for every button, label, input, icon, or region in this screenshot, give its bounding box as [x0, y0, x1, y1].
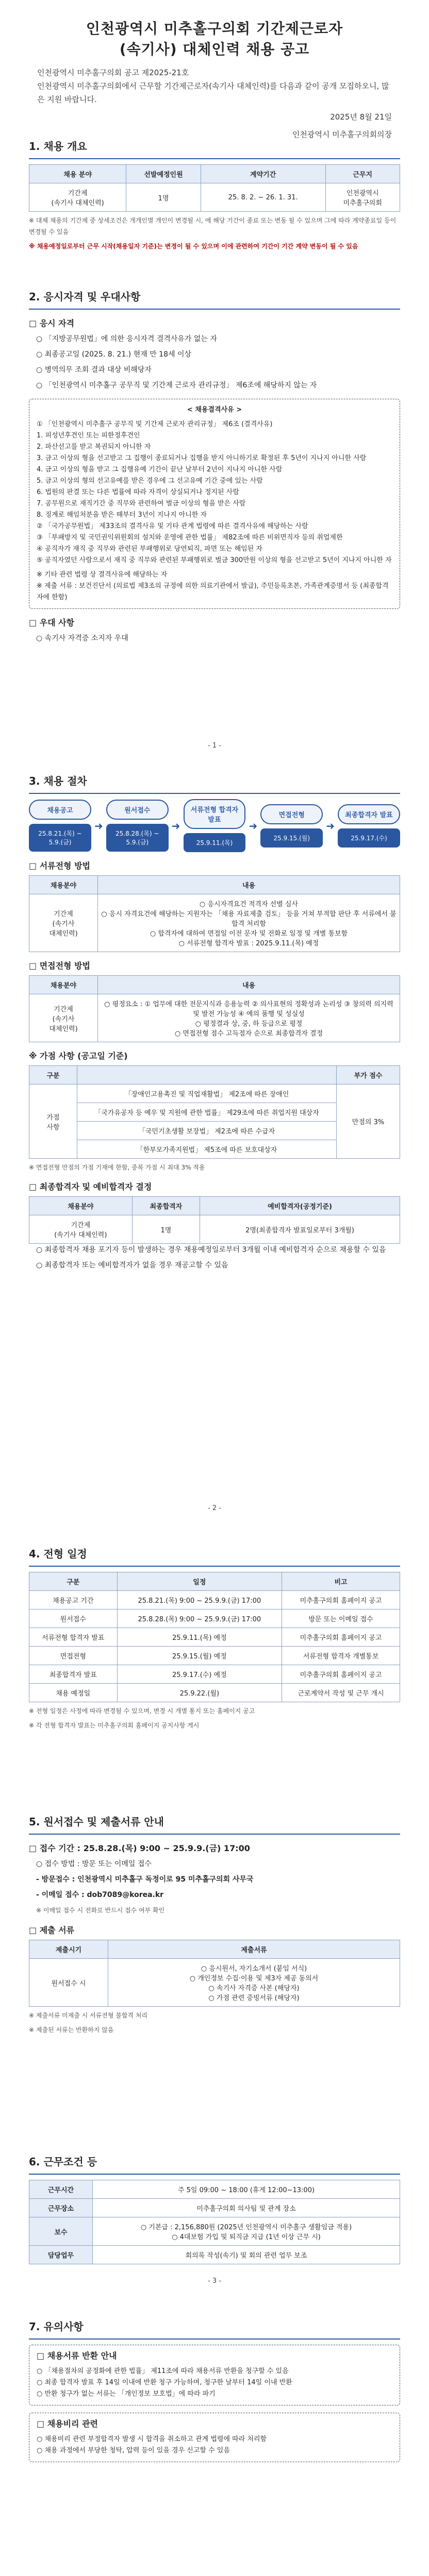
box-title: < 채용결격사유 > — [187, 406, 242, 414]
list-item: 6. 법원의 판결 또는 다른 법률에 따라 자격이 상실되거나 정지된 사람 — [37, 488, 239, 496]
notice-date: 2025년 8월 21일 — [330, 112, 392, 122]
notice-box — [29, 2413, 400, 2462]
list-item: ① 「인천광역시 미추홀구 공무직 및 기간제 근로자 관리규정」 제6조 (결격사유) — [37, 420, 273, 428]
list-item: 5. 금고 이상의 형의 선고유예를 받은 경우에 그 선고유예 기간 중에 있는 사람 — [37, 477, 263, 485]
list-item: ○ 면접전형 점수 고득점자 순으로 최종합격자 결정 — [174, 1030, 323, 1038]
table-row — [29, 1609, 400, 1628]
list-item: ○ 「인천광역시 미추홀구 공무직 및 기간제 근로자 관리규정」 제6조에 해당하지 않는 자 — [36, 381, 317, 389]
section-title: 3. 채용 절차 — [29, 775, 87, 787]
overview-note: ※ 대체 채용의 기간제 중 상세조건은 개개인별 개인이 변경될 시, 에 해당 기간이 종료 또는 변동 될 수 있으며 그에 따라 계약종료일 등이 변경될 수 있음 — [29, 217, 397, 235]
table-cell: 미추홀구의회 홈페이지 공고 — [282, 1591, 400, 1609]
table-cell: 25.9.11.(목) 예정 — [117, 1628, 282, 1647]
arrow-right-icon: ➜ — [326, 819, 335, 832]
table-cell: 기간제 (속기사 대체인력) — [29, 894, 98, 952]
table-cell: 주 5일 09:00 ~ 18:00 (휴게 12:00~13:00) — [93, 2180, 400, 2199]
subheading: □ 면접전형 방법 — [29, 961, 90, 971]
arrow-right-icon: ➜ — [249, 819, 258, 832]
table-cell: 25. 8. 2. ~ 26. 1. 31. — [201, 183, 325, 212]
table-row — [29, 2199, 400, 2217]
table-header: 구분 — [29, 1066, 77, 1084]
list-item: ○ 개인정보 수집·이용 및 제3자 제공 동의서 — [189, 1975, 319, 1982]
step-date: 25.9.15.(월) — [260, 828, 323, 848]
table-cell: 면접전형 — [29, 1647, 118, 1665]
box-note: ※ 제출 서류 : 보건진단서 (의료법 제3조의 규정에 의한 의료기관에서 발급), 주민등록초본, 가족관계증명서 등 (최종합격자에 한함) — [37, 582, 389, 601]
subheading: □ 응시 자격 — [29, 318, 75, 328]
title-line-2: (속기사) 대체인력 채용 공고 — [119, 41, 310, 58]
bonus-table — [29, 1065, 400, 1159]
list-item: ④ 공직자가 재직 중 직무와 관련된 부패행위로 당연퇴직, 파면 또는 해임된 자 — [37, 545, 262, 553]
table-cell: 만점의 3% — [337, 1084, 400, 1159]
table-cell: 25.8.28.(목) 9:00 ~ 25.9.9.(금) 17:00 — [117, 1609, 282, 1628]
table-cell: 25.9.22.(월) — [117, 1684, 282, 1702]
final-table — [29, 1196, 400, 1244]
subheading: □ 제출 서류 — [29, 1925, 75, 1935]
step-label: 서류전형 합격자 발표 — [184, 799, 246, 829]
list-item: 4. 금고 이상의 형을 받고 그 집행유예 기간이 끝난 날부터 2년이 지나지 아니한 사람 — [37, 466, 283, 473]
table-cell: 기간제 (속기사 대체인력) — [29, 183, 126, 212]
header — [0, 0, 429, 141]
table-cell: 가점 사항 — [29, 1084, 77, 1159]
list-item: - 이메일 접수 : dob7089@korea.kr — [36, 1891, 164, 1899]
table-cell: 1명 — [132, 1215, 200, 1244]
table-cell: 「국가유공자 등 예우 및 지원에 관한 법률」 제29조에 따른 취업지원 대상자 — [77, 1103, 337, 1122]
table-cell: 1명 — [126, 183, 201, 212]
list-item: ○ 최종합격자 또는 예비합격자가 없을 경우 재공고할 수 있음 — [36, 1261, 228, 1269]
arrow-right-icon: ➜ — [171, 819, 180, 832]
page-number: - 1 - — [208, 742, 221, 750]
list-item: ○ 평정요소 : ① 업무에 대한 전문지식과 응용능력 ② 의사표현의 정확성과 논리성 ③ 창의력 의지력 및 발전 가능성 ④ 예의 품행 및 성실성 — [104, 1001, 393, 1018]
table-header: 보수 — [29, 2217, 93, 2246]
table-header: 채용분야 — [29, 876, 98, 894]
step-date: 25.9.11.(목) — [184, 833, 246, 852]
table-header: 채용분야 — [29, 976, 98, 994]
table-cell — [108, 1959, 400, 2007]
list-item: ○ 합격자에 대하여 면접일 이전 문자 및 전화로 일정 및 개별 통보함 — [150, 930, 348, 938]
flow-step — [106, 800, 169, 852]
list-item: ○ 응시자격요건 적격자 선별 심사 — [199, 901, 299, 908]
list-item: 2. 파산선고를 받고 복권되지 아니한 자 — [37, 443, 151, 451]
table-row — [29, 1647, 400, 1665]
document-screening-table — [29, 875, 400, 952]
table-header: 선발예정인원 — [126, 165, 201, 183]
table-cell: 원서접수 시 — [29, 1959, 108, 2007]
section-title: 5. 원서접수 및 제출서류 안내 — [29, 1816, 164, 1828]
arrow-right-icon: ➜ — [94, 819, 103, 832]
table-row — [29, 1665, 400, 1684]
page-title — [0, 0, 429, 66]
table-header: 비고 — [282, 1572, 400, 1591]
section-procedure — [29, 773, 400, 1275]
table-header: 일정 — [117, 1572, 282, 1591]
table-header: 부가 점수 — [337, 1066, 400, 1084]
table-cell: 기간제 (속기사 대체인력) — [29, 994, 98, 1042]
flow-step — [29, 800, 91, 852]
bonus-note: ※ 면접전형 만점의 가점 기재에 한함, 중복 가점 시 최대 3% 적용 — [29, 1164, 205, 1171]
step-date: 25.8.21.(목) ~ 5.9.(금) — [29, 824, 91, 852]
list-item: 8. 징계로 해임처분을 받은 때부터 3년이 지나지 아니한 자 — [37, 511, 207, 519]
flow-step — [184, 799, 246, 852]
table-header: 채용 분야 — [29, 165, 126, 183]
table-header: 근무지 — [325, 165, 400, 183]
table-cell: 미추홀구의회 홈페이지 공고 — [282, 1628, 400, 1647]
table-cell: 방문 또는 이메일 접수 — [282, 1609, 400, 1628]
subheading: □ 최종합격자 및 예비합격자 결정 — [29, 1182, 152, 1192]
section-title: 1. 채용 개요 — [29, 140, 87, 152]
list-item: ○ 응시원서, 자기소개서 (붙임 서식) — [201, 1965, 307, 1973]
table-header: 예비합격자(공정기준) — [200, 1197, 400, 1215]
list-item: ○ 병역의무 조회 결과 대상 비해당자 — [36, 366, 152, 374]
table-cell: 기간제 (속기사 대체인력) — [29, 1215, 133, 1244]
section-overview — [29, 138, 400, 255]
table-row — [29, 1628, 400, 1647]
list-item: ※ 이메일 접수 시 전화로 반드시 접수 여부 확인 — [36, 1907, 165, 1914]
step-label: 면접전형 — [260, 804, 323, 824]
submission-table — [29, 1940, 400, 2007]
list-item: ○ 채용비리 관련 부정합격자 발생 시 합격을 취소하고 관계 법령에 따라 처리함 — [37, 2435, 267, 2443]
table-header: 구분 — [29, 1572, 118, 1591]
submission-note: ※ 제출된 서류는 반환하지 않음 — [29, 2026, 114, 2033]
list-item: ② 「국가공무원법」 제33조의 결격사유 및 기타 관계 법령에 따른 결격사유에 해당하는 사람 — [37, 522, 308, 530]
list-item: 3. 금고 이상의 형을 선고받고 그 집행이 종료되거나 집행을 받지 아니하기로 확정된 후 5년이 지나지 아니한 사람 — [37, 454, 367, 462]
list-item: ③ 「부패방지 및 국민권익위원회의 설치와 운영에 관한 법률」 제82조에 따른 비위면직자 등의 취업제한 — [37, 534, 343, 541]
list-item: ○ 최종합격자 채용 포기자 등이 발생하는 경우 채용예정일로부터 3개월 이내 예비합격자 순으로 채용할 수 있음 — [36, 1246, 386, 1254]
notice-box — [29, 2345, 400, 2405]
section-qualification — [29, 289, 400, 648]
table-header: 내용 — [98, 876, 400, 894]
table-row — [29, 1591, 400, 1609]
list-item: ○ 속기사 자격증 소지자 우대 — [36, 634, 128, 642]
table-cell: 근로계약서 작성 및 근무 개시 — [282, 1684, 400, 1702]
page-number: - 2 - — [208, 1504, 221, 1512]
table-header: 제출서류 — [108, 1940, 400, 1959]
list-item: ○ 가점 관련 증빙서류 (해당자) — [208, 1994, 300, 2002]
table-row — [29, 2180, 400, 2199]
list-item: ○ 평정결과 상, 중, 하 등급으로 평정 — [195, 1020, 303, 1028]
table-cell: 채용공고 기간 — [29, 1591, 118, 1609]
page-number: - 3 - — [208, 2277, 221, 2285]
list-item: - 방문접수 : 인천광역시 미추홀구 독정이로 95 미추홀구의회 사무국 — [36, 1875, 254, 1884]
table-header — [77, 1066, 337, 1084]
table-cell: 서류전형 합격자 개별통보 — [282, 1647, 400, 1665]
schedule-note: ※ 각 전형 합격자 발표는 미추홀구의회 홈페이지 공지사항 게시 — [29, 1722, 200, 1729]
list-item: ○ 「채용절차의 공정화에 관한 법률」 제11조에 따라 채용서류 반환을 청구할 수 있음 — [37, 2367, 289, 2375]
list-item: ○ 접수 방법 : 방문 또는 이메일 접수 — [36, 1860, 152, 1868]
subheading: □ 우대 사항 — [29, 618, 75, 628]
box-note: ※ 기타 관련 법령 상 결격사유에 해당하는 자 — [37, 571, 168, 579]
procedure-flow — [29, 799, 400, 852]
intro-text: 인천광역시 미추홀구의회에서 근무할 기간제근로자(속기사 대체인력)를 다음과 같이 공개 모집하오니, 많은 지원 바랍니다. — [37, 81, 389, 104]
list-item: ○ 반환 청구가 없는 서류는 「개인정보 보호법」에 따라 파기 — [37, 2390, 216, 2398]
overview-table — [29, 164, 400, 212]
section-title: 2. 응시자격 및 우대사항 — [29, 291, 141, 303]
list-item: ○ 최종공고일 (2025. 8. 21.) 현재 만 18세 이상 — [36, 350, 192, 359]
box-title: □ 채용비리 관련 — [37, 2419, 98, 2429]
table-header: 채용분야 — [29, 1197, 133, 1215]
table-cell: 25.9.17.(수) 예정 — [117, 1665, 282, 1684]
schedule-note: ※ 전형 일정은 사정에 따라 변경될 수 있으며, 변경 시 개별 통지 또는 홈페이지 공고 — [29, 1707, 255, 1715]
step-date: 25.9.17.(수) — [338, 828, 400, 848]
schedule-table — [29, 1572, 400, 1702]
table-cell: 원서접수 — [29, 1609, 118, 1628]
notice-number: 인천광역시 미추홀구의회 공고 제2025-21호 — [37, 68, 189, 77]
table-cell: 채용 예정일 — [29, 1684, 118, 1702]
list-item: ○ 「지방공무원법」에 의한 응시자격 결격사유가 없는 자 — [36, 335, 217, 343]
notice-org: 인천광역시 미추홀구의회의장 — [292, 130, 392, 139]
list-item: 1. 피성년후견인 또는 피한정후견인 — [37, 432, 140, 439]
table-row — [29, 2217, 400, 2246]
section-schedule — [29, 1546, 400, 1734]
table-cell: 최종합격자 발표 — [29, 1665, 118, 1684]
table-cell: 2명(최종합격자 발표일로부터 3개월) — [200, 1215, 400, 1244]
section-conditions — [29, 2154, 400, 2264]
submission-note: ※ 제출서류 미제출 시 서류전형 불합격 처리 — [29, 2012, 148, 2019]
flow-step — [338, 804, 400, 848]
box-title: □ 채용서류 반환 안내 — [37, 2351, 117, 2361]
table-cell: 서류전형 합격자 발표 — [29, 1628, 118, 1647]
section-notes — [29, 2318, 400, 2469]
table-cell: 미추홀구의회 홈페이지 공고 — [282, 1665, 400, 1684]
table-header: 담당업무 — [29, 2246, 93, 2264]
table-header: 근무장소 — [29, 2199, 93, 2217]
table-cell: 25.8.21.(목) 9:00 ~ 25.9.9.(금) 17:00 — [117, 1591, 282, 1609]
section-title: 6. 근무조건 등 — [29, 2156, 97, 2168]
title-line-1: 인천광역시 미추홀구의회 기간제근로자 — [86, 20, 343, 37]
conditions-table — [29, 2180, 400, 2264]
step-label: 원서접수 — [106, 800, 169, 820]
section-title: 4. 전형 일정 — [29, 1548, 87, 1560]
table-row — [29, 2246, 400, 2264]
list-item: 7. 공무원으로 재직기간 중 직무와 관련하여 벌금 이상의 형을 받은 사람 — [37, 500, 246, 507]
table-cell: 25.9.15.(월) 예정 — [117, 1647, 282, 1665]
flow-step — [260, 804, 323, 848]
step-label: 채용공고 — [29, 800, 91, 820]
list-item: ○ 채용 과정에서 부당한 청탁, 압력 등이 있을 경우 신고할 수 있음 — [37, 2447, 230, 2454]
list-item: ⑤ 공직자였던 사람으로서 재직 중 직무와 관련된 부패행위로 벌금 300만원 이상의 형을 선고받고 5년이 지나지 아니한 자 — [37, 556, 392, 564]
table-cell: 회의록 작성(속기) 및 회의 관련 업무 보조 — [93, 2246, 400, 2264]
table-cell: 미추홀구의회 의사팀 및 관계 장소 — [93, 2199, 400, 2217]
table-header: 최종합격자 — [132, 1197, 200, 1215]
subheading: □ 서류전형 방법 — [29, 861, 90, 871]
table-header: 내용 — [98, 976, 400, 994]
table-header: 근무시간 — [29, 2180, 93, 2199]
table-cell — [98, 994, 400, 1042]
step-label: 최종합격자 발표 — [338, 804, 400, 824]
section-title: 7. 유의사항 — [29, 2320, 84, 2333]
list-item: ○ 속기사 자격증 사본 (해당자) — [208, 1985, 300, 1992]
table-cell: 「한부모가족지원법」 제5조에 따른 보호대상자 — [77, 1140, 337, 1159]
table-cell: 「국민기초생활 보장법」 제2조에 따른 수급자 — [77, 1122, 337, 1140]
list-item: ○ 최종 합격자 발표 후 14일 이내에 반환 청구 가능하며, 청구한 날부터 14일 이내 반환 — [37, 2379, 292, 2386]
overview-note: ※ 채용예정일로부터 근무 시작(채용일자 기준)는 변경이 될 수 있으며 이에 관련하여 기간이 기간 계약 변동이 될 수 있음 — [29, 243, 358, 250]
list-item: ○ 서류전형 합격자 발표 : 2025.9.11.(목) 예정 — [178, 940, 319, 947]
section-application — [29, 1814, 400, 2039]
table-cell: 「장애인고용촉진 및 직업재활법」 제2조에 따른 장애인 — [77, 1084, 337, 1103]
table-header: 제출시기 — [29, 1940, 108, 1959]
disqualification-box — [29, 399, 400, 609]
table-cell — [98, 894, 400, 952]
table-header: 계약기간 — [201, 165, 325, 183]
table-cell: 인천광역시 미추홀구의회 — [325, 183, 400, 212]
interview-table — [29, 975, 400, 1042]
list-item: ○ 응시 자격요건에 해당하는 지원자는 「채용 자료제출 검토」 등을 거쳐 부적합 판단 후 서류에서 불합격 처리함 — [101, 910, 397, 928]
subheading: ※ 가점 사항 (공고일 기준) — [29, 1051, 128, 1061]
subheading: □ 접수 기간 : 25.8.28.(목) 9:00 ~ 25.9.9.(금) 17:00 — [29, 1843, 250, 1853]
step-date: 25.8.28.(목) ~ 5.9.(금) — [106, 824, 169, 852]
table-row — [29, 1684, 400, 1702]
table-cell: ○ 기본급 : 2,156,880원 (2025년 인천광역시 미추홀구 생활임금 적용) ○ 4대보험 가입 및 퇴직금 지급 (1년 이상 근무 시) — [93, 2217, 400, 2246]
